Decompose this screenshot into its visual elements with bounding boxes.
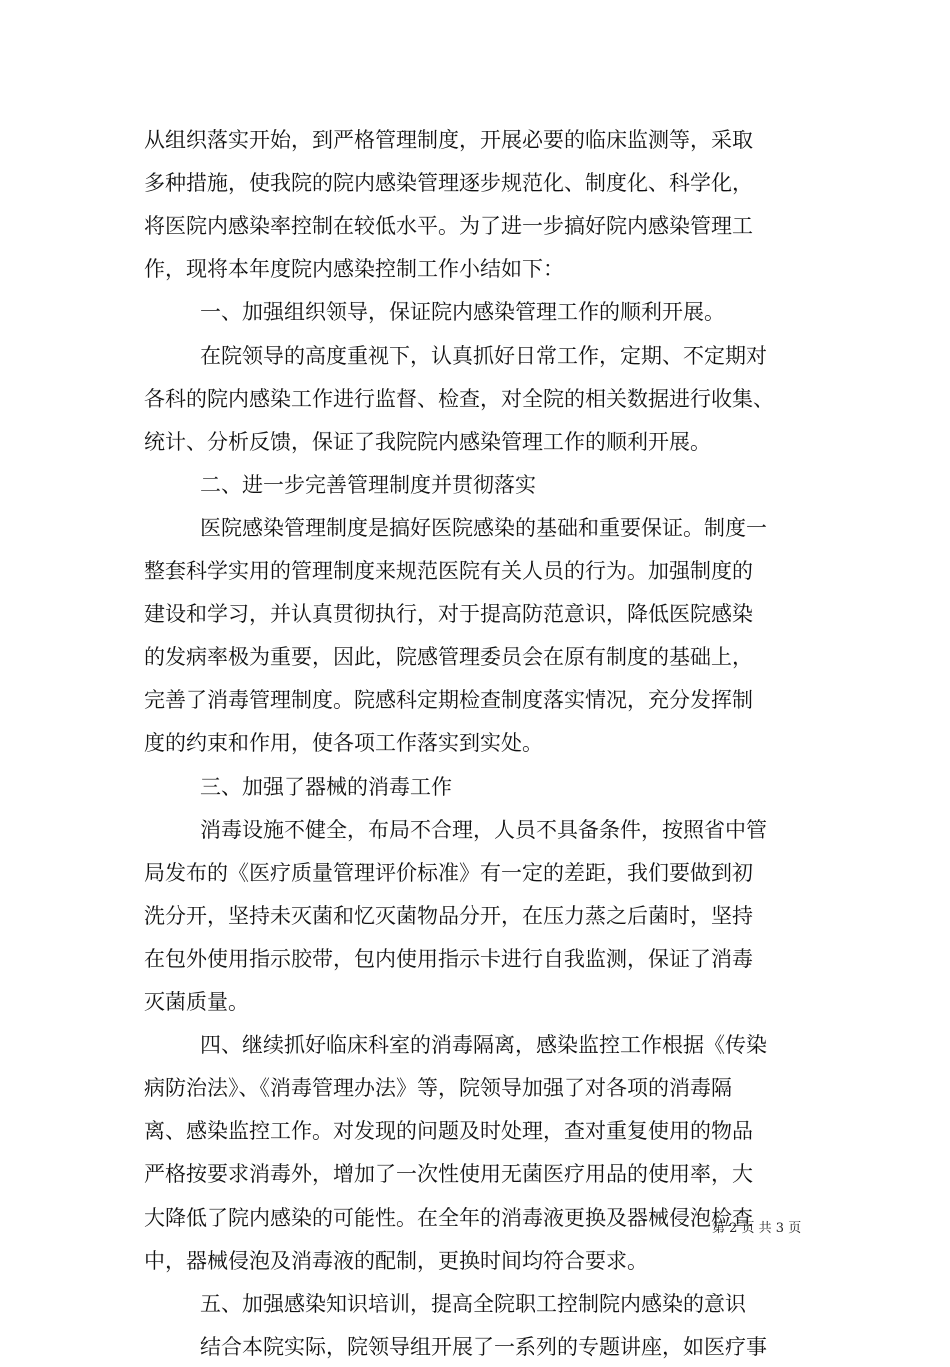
text-line: 病防治法》、《消毒管理办法》等，院领导加强了对各项的消毒隔 (144, 1076, 732, 1101)
page-number-footer: 第 2 页 共 3 页 (712, 1221, 802, 1236)
text-line: 二、进一步完善管理制度并贯彻落实 (200, 472, 536, 497)
text-line: 医院感染管理制度是搞好医院感染的基础和重要保证。制度一 (200, 515, 767, 540)
text-line: 结合本院实际，院领导组开展了一系列的专题讲座，如医疗事 (200, 1334, 767, 1359)
text-line: 从组织落实开始，到严格管理制度，开展必要的临床监测等，采取 (144, 128, 753, 152)
text-line: 大降低了院内感染的可能性。在全年的消毒液更换及器械侵泡检查 (144, 1205, 753, 1230)
text-line: 在包外使用指示胶带，包内使用指示卡进行自我监测，保证了消毒 (144, 946, 753, 971)
text-line: 作，现将本年度院内感染控制工作小结如下： (144, 257, 564, 282)
text-line: 局发布的《医疗质量管理评价标准》有一定的差距，我们要做到初 (144, 860, 753, 885)
text-line: 建设和学习，并认真贯彻执行，对于提高防范意识，降低医院感染 (144, 602, 753, 627)
text-line: 中，器械侵泡及消毒液的配制，更换时间均符合要求。 (144, 1248, 648, 1273)
text-line: 将医院内感染率控制在较低水平。为了进一步搞好院内感染管理工 (144, 214, 753, 239)
text-line: 一、加强组织领导，保证院内感染管理工作的顺利开展。 (200, 300, 725, 325)
text-line: 离、感染监控工作。对发现的问题及时处理，查对重复使用的物品 (144, 1119, 753, 1144)
text-line: 整套科学实用的管理制度来规范医院有关人员的行为。加强制度的 (144, 559, 753, 583)
text-line: 灭菌质量。 (144, 990, 249, 1014)
text-line: 在院领导的高度重视下，认真抓好日常工作，定期、不定期对 (200, 343, 767, 368)
text-line: 消毒设施不健全，布局不合理，人员不具备条件，按照省中管 (200, 817, 767, 842)
text-line: 四、继续抓好临床科室的消毒隔离，感染监控工作根据《传染 (200, 1033, 767, 1058)
text-line: 各科的院内感染工作进行监督、检查，对全院的相关数据进行收集、 (144, 386, 774, 411)
text-line: 统计、分析反馈，保证了我院院内感染管理工作的顺利开展。 (144, 429, 711, 454)
text-line: 三、加强了器械的消毒工作 (200, 774, 452, 799)
text-line: 度的约束和作用，使各项工作落实到实处。 (144, 731, 543, 756)
text-line: 的发病率极为重要，因此，院感管理委员会在原有制度的基础上， (144, 645, 753, 670)
text-line: 严格按要求消毒外，增加了一次性使用无菌医疗用品的使用率，大 (144, 1162, 753, 1187)
text-line: 五、加强感染知识培训，提高全院职工控制院内感染的意识 (200, 1291, 746, 1316)
text-line: 洗分开，坚持未灭菌和忆灭菌物品分开，在压力蒸之后菌时，坚持 (144, 903, 753, 928)
text-line: 多种措施，使我院的院内感染管理逐步规范化、制度化、科学化， (144, 171, 753, 196)
text-line: 完善了消毒管理制度。院感科定期检查制度落实情况，充分发挥制 (144, 688, 753, 713)
